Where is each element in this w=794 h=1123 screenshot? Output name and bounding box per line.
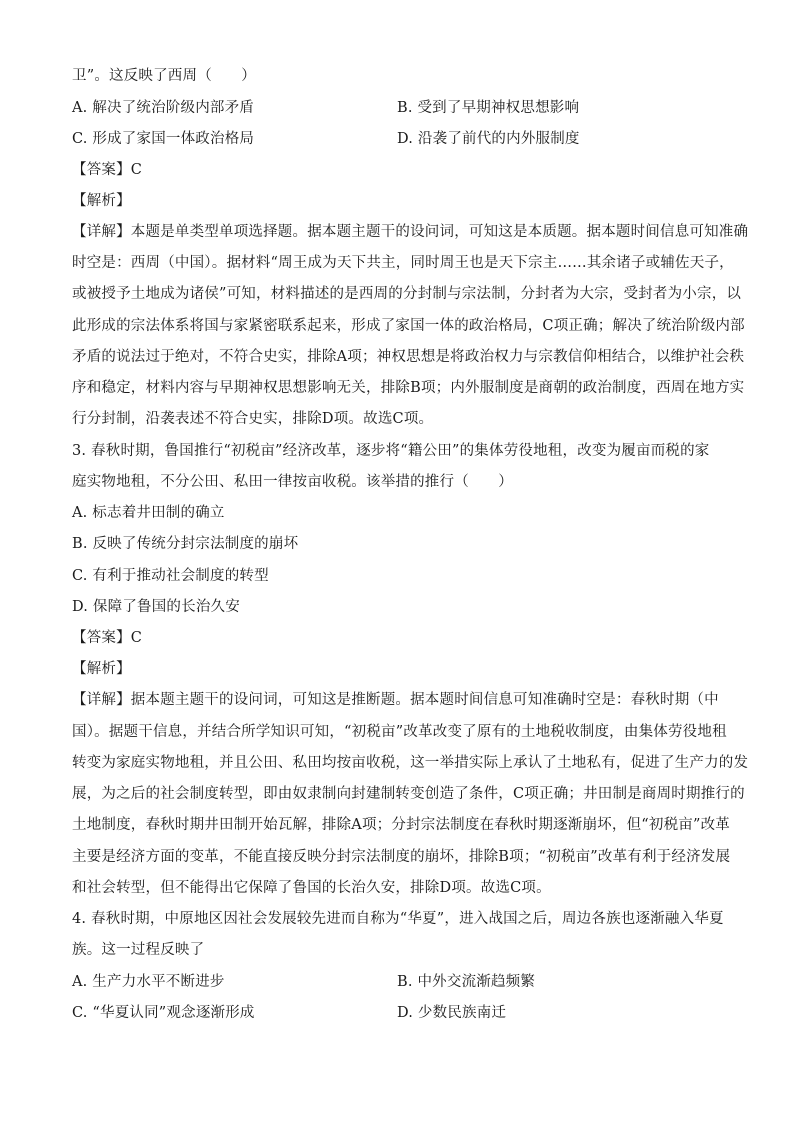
q2-option-d: D. 沿袭了前代的内外服制度	[397, 131, 580, 147]
q4-stem-line: 族。这一过程反映了	[72, 942, 205, 958]
q3-stem-line: 庭实物地租，不分公田、私田一律按亩收税。该举措的推行（ ）	[72, 474, 513, 490]
q2-detail-line: 行分封制，沿袭表述不符合史实，排除D项。故选C项。	[72, 411, 434, 427]
q3-option-b: B. 反映了传统分封宗法制度的崩坏	[72, 536, 299, 552]
q3-stem-line: 3. 春秋时期，鲁国推行“初税亩”经济改革，逐步将“籍公田”的集体劳役地租，改变为履亩而税的家	[72, 443, 710, 459]
q3-analysis-label: 【解析】	[72, 661, 131, 677]
q3-detail-line: 展，为之后的社会制度转型，即由奴隶制向封建制转变创造了条件，C项正确；井田制是商周时期推行的	[72, 786, 745, 802]
q3-detail-line: 【详解】据本题主题干的设问词，可知这是推断题。据本题时间信息可知准确时空是：春秋时期（中	[72, 692, 719, 708]
q2-option-c: C. 形成了家国一体政治格局	[72, 131, 255, 147]
q3-detail-line: 转变为家庭实物地租，并且公田、私田均按亩收税，这一举措实际上承认了土地私有，促进了生产力的发	[72, 755, 749, 771]
q3-detail-line: 和社会转型，但不能得出它保障了鲁国的长治久安，排除D项。故选C项。	[72, 880, 551, 896]
q2-detail-line: 【详解】本题是单类型单项选择题。据本题主题干的设问词，可知这是本质题。据本题时间信息可知准确	[72, 224, 749, 240]
q2-detail-line: 序和稳定，材料内容与早期神权思想影响无关，排除B项；内外服制度是商朝的政治制度，西周在地方实	[72, 380, 745, 396]
q3-answer: 【答案】C	[72, 630, 143, 646]
q3-detail-line: 国）。据题干信息，并结合所学知识可知，“初税亩”改革改变了原有的土地税收制度，由集体劳役地租	[72, 724, 727, 740]
q2-detail-line: 矛盾的说法过于绝对，不符合史实，排除A项；神权思想是将政治权力与宗教信仰相结合，以维护社会秩	[72, 349, 745, 365]
q2-analysis-label: 【解析】	[72, 193, 131, 209]
q2-detail-line: 此形成的宗法体系将国与家紧密联系起来，形成了家国一体的政治格局，C项正确；解决了统治阶级内部	[72, 318, 745, 334]
q4-option-b: B. 中外交流渐趋频繁	[397, 974, 536, 990]
q4-option-a: A. 生产力水平不断进步	[72, 974, 225, 990]
q2-option-a: A. 解决了统治阶级内部矛盾	[72, 100, 254, 116]
q2-answer: 【答案】C	[72, 162, 143, 178]
q3-detail-line: 主要是经济方面的变革，不能直接反映分封宗法制度的崩坏，排除B项；“初税亩”改革有利于经济发展	[72, 849, 731, 865]
q2-detail-line: 时空是：西周（中国）。据材料“周王成为天下共主，同时周王也是天下宗主……其余诸子或辅佐天子，	[72, 255, 734, 271]
q2-stem-tail: 卫”。这反映了西周（ ）	[72, 68, 257, 84]
q3-option-d: D. 保障了鲁国的长治久安	[72, 599, 240, 615]
q4-option-c: C. “华夏认同”观念逐渐形成	[72, 1005, 255, 1021]
q2-detail-line: 或被授予土地成为诸侯”可知，材料描述的是西周的分封制与宗法制，分封者为大宗，受封者为小宗，以	[72, 286, 742, 302]
q4-stem-line: 4. 春秋时期，中原地区因社会发展较先进而自称为“华夏”，进入战国之后，周边各族也逐渐融入华夏	[72, 911, 724, 927]
q3-option-a: A. 标志着井田制的确立	[72, 505, 225, 521]
q3-detail-line: 土地制度，春秋时期井田制开始瓦解，排除A项；分封宗法制度在春秋时期逐渐崩坏，但“初税亩”改革	[72, 817, 730, 833]
q2-option-b: B. 受到了早期神权思想影响	[397, 100, 580, 116]
q3-option-c: C. 有利于推动社会制度的转型	[72, 568, 269, 584]
q4-option-d: D. 少数民族南迁	[397, 1005, 507, 1021]
